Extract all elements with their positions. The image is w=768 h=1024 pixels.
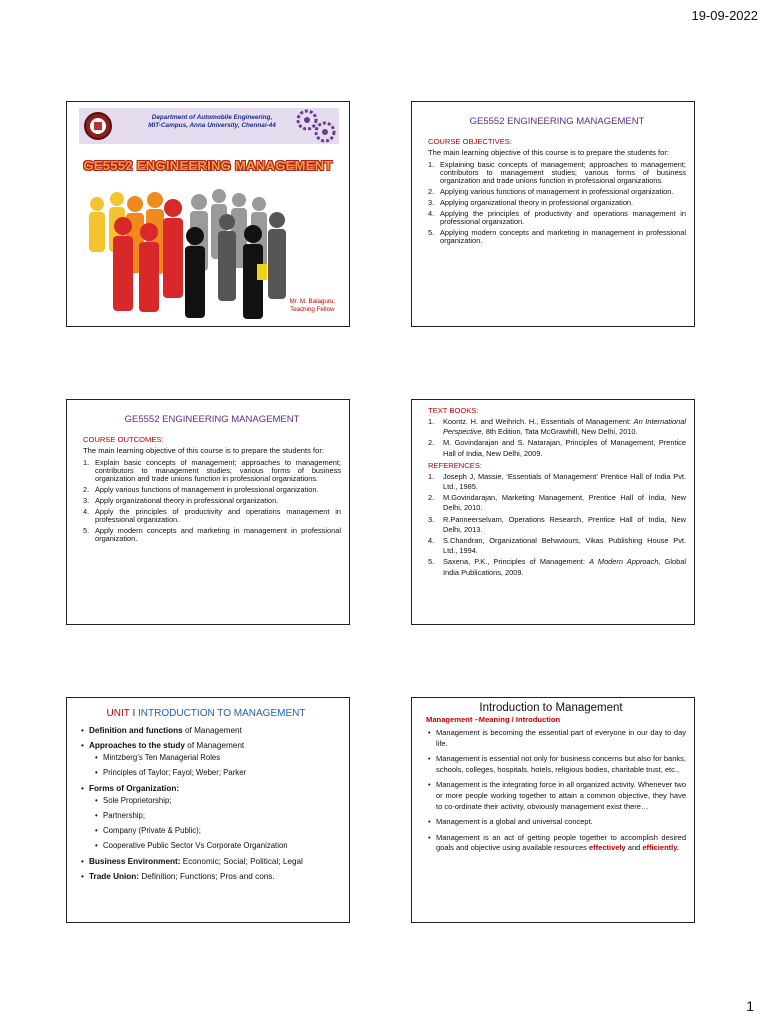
objective-item: 2. Apply various functions of management in professional organization. [83,484,319,494]
list-item: • Management is an act of getting people together to accomplish desired goals and objective using available resources effectively and efficiently. [428,833,686,854]
sub-item: • Cooperative Public Sector Vs Corporate Organization [95,841,341,851]
list-item: • Management is becoming the essential part of everyone in our day to day life. [428,728,686,749]
dept-line-1: Department of Automobile Engineering, [151,114,273,121]
page-date: 19-09-2022 [691,8,758,23]
sub-item: • Mintzberg’s Ten Managerial Roles [95,753,341,763]
department-banner [79,108,339,144]
dept-line-2: MIT-Campus, Anna University, Chennai-44 [148,122,276,129]
reference-item: 3. R.Panneerselvam, Operations Research, Prentice Hall of India, New Delhi, 2013. [428,514,686,534]
slide-course-outcomes [66,399,350,625]
slide-title [71,708,341,719]
slide-title: GE5552 ENGINEERING MANAGEMENT [469,116,645,127]
references-list [428,472,686,578]
unit-title: INTRODUCTION TO MANAGEMENT [135,708,306,719]
intro-text: The main learning objective of this course is to prepare the students for: [428,148,670,157]
gear-logo-icon [291,108,337,144]
teacher-name: Mr. M. Balaguru, [289,298,335,305]
sub-item: • Sole Proprietorship; [95,796,341,806]
introduction-points [416,728,686,854]
objective-item: 5. Apply modern concepts and marketing in management in professional organization. [83,526,341,544]
list-item: • Definition and functions of Management [81,725,341,736]
slide-course-objectives [411,101,695,327]
objectives-list [428,161,686,246]
teacher-role: Teaching Fellow [290,306,335,313]
slide-subtitle: Management –Meaning / Introduction [426,715,561,724]
objective-item: 4. Apply the principles of productivity and operations management in professional organization. [83,507,341,525]
business-crowd-image [77,174,297,324]
list-item: • Forms of Organization: • Sole Proprietorship; • Partnership; • Company (Private & Public); • Cooperative Public Sector Vs Corporate Organization [81,783,341,851]
textbooks-list [428,417,686,459]
objective-item: 2. Applying various functions of management in professional organization. [428,186,674,196]
section-heading: COURSE OUTCOMES: [83,435,164,444]
list-item: • Trade Union: Definition; Functions; Pros and cons. [81,871,341,882]
list-item: • Business Environment: Economic; Social; Political; Legal [81,856,341,867]
objective-item: 3. Apply organizational theory in professional organization. [83,495,279,505]
course-title: GE5552 ENGINEERING MANAGEMENT [83,158,333,173]
intro-text: The main learning objective of this course is to prepare the students for: [83,446,325,455]
reference-item: 1. Koontz. H. and Weihrich. H., Essentials of Management: An International Perspective, 8th Edition, Tata McGrawhill, New Delhi, 2010. [428,417,686,437]
list-item: • Management is the integrating force in all organized activity. Whenever two or more people working together to attain a common objective, they have to co-ordinate their activity, obviously management exist there… [428,780,686,812]
reference-item: 2. M.Govindarajan, Marketing Management, Prentice Hall of India, New Delhi, 2010. [428,493,686,513]
outcomes-list [83,459,341,544]
page-number: 1 [746,998,754,1014]
slide-unit-1 [66,697,350,923]
sub-item: • Partnership; [95,811,341,821]
reference-item: 5. Saxena, P.K., Principles of Management: A Modern Approach, Global India Publications, 2009. [428,557,686,577]
university-logo-icon [83,111,113,141]
unit-label: UNIT I [106,708,136,719]
textbooks-heading: TEXT BOOKS: [428,406,479,415]
reference-item: 2. M. Govindarajan and S. Natarajan, Principles of Management, Prentice Hall of India, New Delhi, 2009. [428,438,686,458]
references-heading: REFERENCES: [428,460,483,470]
slide-title: Introduction to Management [479,702,623,714]
objective-item: 1. Explaining basic concepts of management; approaches to management; contributors to management studies; various forms of business organization and trade unions function in professional organizations. [428,159,686,185]
reference-item: 1. Joseph J, Massie, ‘Essentials of Management’ Prentice Hall of India Pvt. Ltd., 1985. [428,471,686,492]
sub-item: • Principles of Taylor; Fayol; Weber; Parker [95,768,341,778]
slide-title: GE5552 ENGINEERING MANAGEMENT [124,414,300,425]
objective-item: 5. Applying modern concepts and marketing in management in professional organization. [428,228,686,246]
slide-textbooks [411,399,695,625]
unit-topics-list [71,725,341,882]
section-heading: COURSE OBJECTIVES: [428,137,512,146]
slide-title [66,101,350,327]
slide-introduction [411,697,695,923]
sub-item: • Company (Private & Public); [95,826,341,836]
list-item: • Management is essential not only for business concerns but also for banks, schools, colleges, hospitals, hotels, religious bodies, charitable trust, etc., [428,754,686,775]
list-item: • Approaches to the study of Management • Mintzberg’s Ten Managerial Roles • Principles of Taylor; Fayol; Weber; Parker [81,740,341,778]
reference-item: 4. S.Chandran, Organizational Behaviours, Vikas Publishing House Pvt. Ltd., 1994. [428,536,686,556]
objective-item: 1. Explain basic concepts of management; approaches to management; contributors to management studies; various forms of business organization and trade unions function in professional organizations. [83,457,341,483]
objective-item: 3. Applying organizational theory in professional organization. [428,197,634,207]
objective-item: 4. Applying the principles of productivity and operations management in professional organization. [428,209,686,227]
list-item: • Management is a global and universal concept. [428,817,686,828]
